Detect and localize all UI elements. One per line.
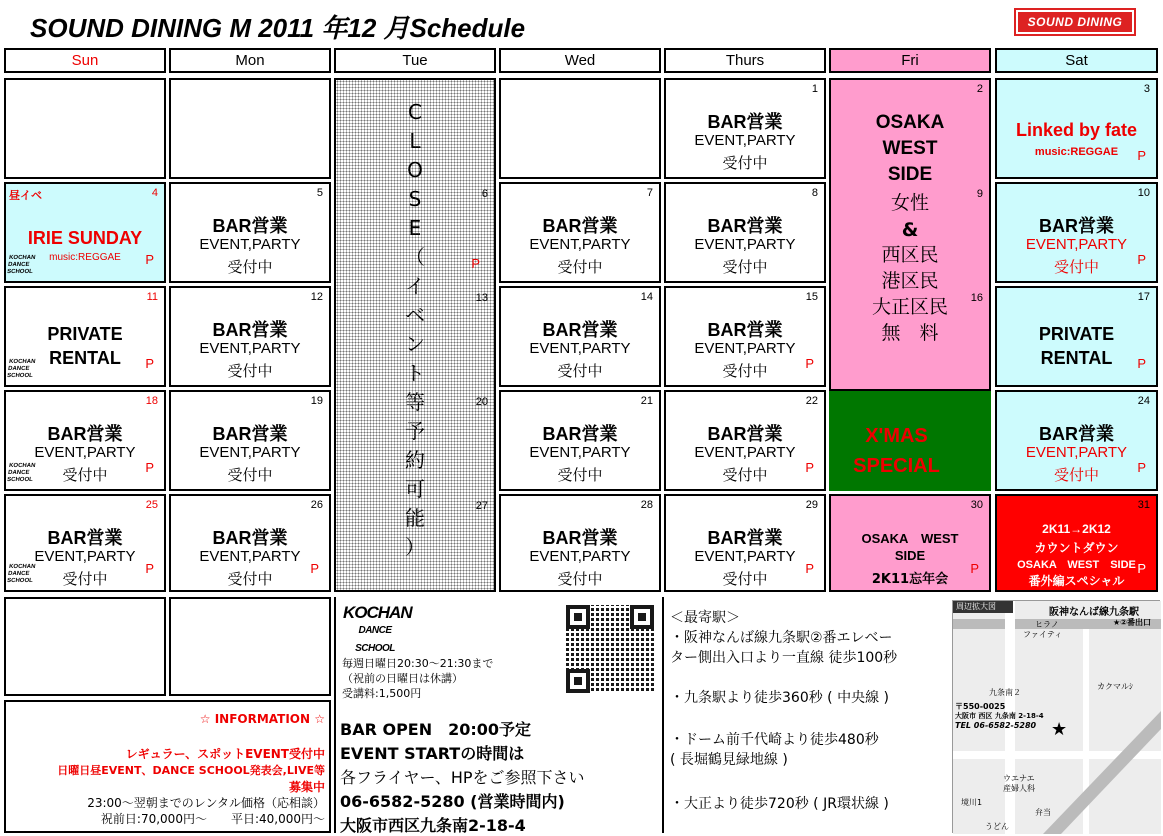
header-mon: Mon (169, 48, 331, 73)
day-number: 4 (151, 187, 158, 199)
cell-empty-wed-1 (499, 78, 661, 179)
map-exit-label: ★②番出口 (1113, 618, 1151, 627)
event-label: EVENT,PARTY (529, 548, 631, 565)
event-label: EVENT,PARTY (199, 444, 301, 461)
map-store-2: ファイティ (1023, 630, 1063, 639)
cell-day-30 (829, 494, 991, 592)
day-number: 17 (1137, 291, 1150, 303)
rental-label: RENTAL (1040, 348, 1113, 368)
kochan-dance-school-logo: KOCHAN DANCE SCHOOL (343, 603, 412, 654)
friday-osaka-west-side (829, 78, 991, 391)
p-mark: P (1137, 252, 1146, 267)
event-label: EVENT,PARTY (694, 548, 796, 565)
reception-label: 受付中 (227, 466, 273, 484)
day-number: 18 (145, 395, 158, 407)
p-mark: P (310, 561, 319, 576)
osaka-west-label: OSAKA WEST (861, 531, 959, 546)
access-line-1: ・阪神なんば線九条駅②番エレベー (670, 630, 893, 646)
header-thu: Thurs (664, 48, 826, 73)
bar-label: BAR営業 (542, 320, 618, 340)
bar-open-line: BAR OPEN 20:00予定 (340, 720, 532, 739)
close-vertical-text: C L O S E （ イ ベ ン ト 等 予 約 可 能 ） (405, 100, 425, 559)
xmas-green-extension (964, 391, 991, 491)
cell-empty-mon-1 (169, 78, 331, 179)
music-genre: music:REGGAE (49, 252, 121, 263)
map-address-2: 大阪市 西区 九条南 2-18-4 (955, 712, 1044, 720)
music-genre: music:REGGAE (1034, 146, 1119, 158)
women-text: 女性 (890, 192, 929, 214)
event-label: EVENT,PARTY (694, 340, 796, 357)
event-label: EVENT,PARTY (199, 340, 301, 357)
reception-label: 受付中 (557, 258, 603, 276)
kochan-logo-small: KOCHAN DANCE SCHOOL (6, 564, 36, 584)
map-bento-label: 弁当 (1035, 808, 1051, 817)
cell-day-10 (995, 182, 1158, 283)
day-number: 5 (316, 187, 323, 199)
map-corner-label: 周辺拡大図 (956, 602, 996, 611)
cell-day-26 (169, 494, 331, 592)
p-mark: P (1137, 460, 1146, 475)
reception-label: 受付中 (1053, 466, 1099, 484)
bar-label: BAR営業 (47, 528, 123, 548)
p-mark: P (970, 561, 979, 576)
osaka-text: OSAKA (875, 112, 945, 133)
reception-label: 受付中 (722, 570, 768, 588)
reception-label: 受付中 (722, 258, 768, 276)
map-kyujo-label: 九条南２ (989, 688, 1021, 697)
address-line: 大阪市西区九条南2-18-4 (340, 816, 526, 835)
reception-label: 受付中 (557, 570, 603, 588)
map-address-1: 〒550-0025 (955, 702, 1006, 711)
day-number: 30 (970, 499, 983, 511)
reception-label: 受付中 (557, 362, 603, 380)
area-map[interactable] (952, 600, 1160, 833)
xmas-label: X'MAS (865, 425, 928, 447)
day-number: 16 (970, 292, 983, 304)
bar-label: BAR営業 (212, 216, 288, 236)
info-line-5: 祝前日:70,000円～ 平日:40,000円～ (100, 812, 325, 826)
day-number: 6 (481, 188, 488, 200)
information-heading: ☆ INFORMATION ☆ (199, 712, 325, 726)
info-line-4: 23:00～翌朝までのレンタル価格（応相談） (87, 796, 325, 810)
header-fri: Fri (829, 48, 991, 73)
p-mark: P (805, 561, 814, 576)
p-mark: P (805, 460, 814, 475)
p-mark: P (145, 561, 154, 576)
reception-label: 受付中 (722, 466, 768, 484)
day-number: 25 (145, 499, 158, 511)
bar-label: BAR営業 (542, 528, 618, 548)
event-label: EVENT,PARTY (694, 132, 796, 149)
cell-day-19 (169, 390, 331, 491)
qr-code[interactable] (566, 605, 654, 693)
minatoku-text: 港区民 (881, 270, 939, 292)
day-number: 24 (1137, 395, 1150, 407)
bar-label: BAR営業 (707, 216, 783, 236)
cell-day-11 (4, 286, 166, 387)
bar-label: BAR営業 (1039, 424, 1114, 444)
cell-day-12 (169, 286, 331, 387)
p-mark: P (145, 460, 154, 475)
reception-label: 受付中 (722, 362, 768, 380)
bar-label: BAR営業 (707, 320, 783, 340)
access-line-3: ・九条駅より徒歩360秒 ( 中央線 ) (670, 690, 889, 706)
access-line-5: ( 長堀鶴見緑地線 ) (670, 752, 788, 768)
school-and-bar-info (334, 597, 662, 833)
header-tue: Tue (334, 48, 496, 73)
day-number: 11 (146, 291, 158, 303)
event-label: EVENT,PARTY (529, 236, 631, 253)
cell-day-31 (995, 494, 1158, 592)
day-number: 12 (310, 291, 323, 303)
day-number: 3 (1143, 83, 1150, 95)
map-uena-label: ウエナエ (1003, 774, 1035, 783)
cell-day-25 (4, 494, 166, 592)
sound-dining-logo: SOUND DINING (1016, 10, 1134, 34)
day-number: 31 (1137, 499, 1150, 511)
kochan-logo-small: KOCHAN DANCE SCHOOL (6, 359, 36, 379)
bar-label: BAR営業 (47, 424, 123, 444)
day-number: 14 (640, 291, 653, 303)
reception-label: 受付中 (62, 466, 108, 484)
day-number: 21 (640, 395, 653, 407)
event-label: EVENT,PARTY (199, 236, 301, 253)
event-label: EVENT,PARTY (34, 548, 136, 565)
cell-empty-sun-1 (4, 78, 166, 179)
tuesday-close-column (334, 78, 496, 592)
cell-day-8 (664, 182, 826, 283)
event-start-line: EVENT STARTの時間は (340, 744, 525, 763)
bar-label: BAR営業 (212, 528, 288, 548)
p-mark: P (1137, 561, 1146, 576)
school-line-1: 毎週日曜日20:30～21:30まで (342, 657, 494, 670)
rental-label: RENTAL (49, 348, 121, 368)
cell-day-29 (664, 494, 826, 592)
day-number: 19 (310, 395, 323, 407)
p-mark: P (1137, 356, 1146, 371)
access-line-6: ・大正より徒歩720秒 ( JR環状線 ) (670, 796, 889, 812)
nishiku-text: 西区民 (881, 244, 939, 266)
p-mark: P (145, 252, 154, 267)
p-mark: P (1137, 148, 1146, 163)
reception-label: 受付中 (62, 570, 108, 588)
header-sun: Sun (4, 48, 166, 73)
access-line-2: ター側出入口より一直線 徒歩100秒 (670, 650, 898, 666)
day-number: 20 (475, 396, 488, 408)
event-label: EVENT,PARTY (1025, 236, 1128, 253)
day-number: 29 (805, 499, 818, 511)
cell-day-15 (664, 286, 826, 387)
ampersand-text: & (901, 219, 919, 241)
side-label: SIDE (894, 548, 926, 563)
countdown-year-label: 2K11→2K12 (1042, 522, 1111, 536)
day-number: 13 (475, 292, 488, 304)
map-star-icon: ★ (1051, 719, 1068, 740)
cell-day-5 (169, 182, 331, 283)
cell-day-18 (4, 390, 166, 491)
cell-day-24 (995, 390, 1158, 491)
p-mark: P (471, 256, 480, 271)
west-text: WEST (882, 138, 938, 159)
cell-day-1 (664, 78, 826, 179)
osaka-west-side-label: OSAKA WEST SIDE (1017, 559, 1136, 571)
bar-label: BAR営業 (542, 424, 618, 444)
map-kakumaru-label: カクマルｼ (1097, 682, 1133, 691)
cell-day-4 (4, 182, 166, 283)
info-line-3: 募集中 (288, 780, 325, 794)
map-sakai-label: 境川1 (961, 798, 983, 807)
p-mark: P (145, 356, 154, 371)
day-number: 9 (976, 188, 983, 200)
day-number: 8 (811, 187, 818, 199)
day-number: 1 (811, 83, 818, 95)
day-number: 22 (805, 395, 818, 407)
cell-empty-bottom-1 (4, 597, 166, 696)
map-station-label: 阪神なんば線九条駅 (1049, 607, 1139, 618)
p-mark: P (805, 356, 814, 371)
kochan-logo-small: KOCHAN DANCE SCHOOL (6, 255, 36, 275)
bar-label: BAR営業 (707, 424, 783, 444)
private-label: PRIVATE (47, 324, 123, 344)
phone-line: 06-6582-5280 (営業時間内) (340, 792, 565, 811)
reception-label: 受付中 (227, 570, 273, 588)
access-heading: ＜最寄駅＞ (670, 610, 740, 626)
event-linked-by-fate: Linked by fate (1015, 120, 1138, 140)
reception-label: 受付中 (722, 154, 768, 172)
header-wed: Wed (499, 48, 661, 73)
side-text: SIDE (887, 164, 933, 185)
cell-day-23-xmas (829, 391, 964, 491)
bar-label: BAR営業 (1039, 216, 1114, 236)
access-info (662, 597, 952, 833)
taishoku-text: 大正区民 (871, 296, 948, 318)
event-label: EVENT,PARTY (694, 444, 796, 461)
bar-label: BAR営業 (212, 320, 288, 340)
special-label: SPECIAL (853, 455, 940, 477)
day-number: 15 (805, 291, 818, 303)
map-sanfu-label: 産婦人科 (1003, 784, 1035, 793)
cell-day-22 (664, 390, 826, 491)
special-edition-label: 番外編スペシャル (1028, 574, 1125, 588)
hiru-event-label: 昼イベ (9, 189, 42, 202)
cell-day-7 (499, 182, 661, 283)
cell-day-3 (995, 78, 1158, 179)
bar-label: BAR営業 (542, 216, 618, 236)
day-number: 7 (646, 187, 653, 199)
cell-day-28 (499, 494, 661, 592)
bar-label: BAR営業 (212, 424, 288, 444)
event-label: EVENT,PARTY (1025, 444, 1128, 461)
school-line-2: （祝前の日曜日は休講） (342, 672, 463, 685)
map-store-1: ヒラノ (1035, 620, 1059, 629)
bar-label: BAR営業 (707, 528, 783, 548)
event-irie-sunday: IRIE SUNDAY (27, 228, 143, 248)
event-label: EVENT,PARTY (199, 548, 301, 565)
bonenkai-label: 2K11忘年会 (871, 572, 949, 587)
event-label: EVENT,PARTY (529, 340, 631, 357)
event-label: EVENT,PARTY (34, 444, 136, 461)
reception-label: 受付中 (1053, 258, 1099, 276)
cell-day-14 (499, 286, 661, 387)
info-line-1: レギュラー、スポットEVENT受付中 (125, 747, 325, 761)
map-address-3: TEL 06-6582-5280 (955, 721, 1037, 730)
day-number: 28 (640, 499, 653, 511)
event-label: EVENT,PARTY (529, 444, 631, 461)
access-line-4: ・ドーム前千代崎より徒歩480秒 (670, 732, 879, 748)
page-title: SOUND DINING M 2011 年12 月Schedule (30, 13, 526, 43)
school-line-3: 受講料:1,500円 (342, 687, 422, 700)
day-number: 10 (1137, 187, 1150, 199)
info-line-2: 日曜日昼EVENT、DANCE SCHOOL発表会,LIVE等 (57, 764, 325, 777)
countdown-label: カウントダウン (1034, 541, 1119, 555)
day-number: 2 (976, 83, 983, 95)
free-text: 無 料 (881, 322, 939, 344)
bar-label: BAR営業 (707, 112, 783, 132)
flyer-line: 各フライヤー、HPをご参照下さい (340, 768, 585, 787)
day-number: 27 (475, 500, 488, 512)
information-box (4, 700, 331, 833)
reception-label: 受付中 (557, 466, 603, 484)
cell-day-17 (995, 286, 1158, 387)
day-number: 26 (310, 499, 323, 511)
kochan-logo-small: KOCHAN DANCE SCHOOL (6, 463, 36, 483)
private-label: PRIVATE (1038, 324, 1115, 344)
cell-day-21 (499, 390, 661, 491)
header-sat: Sat (995, 48, 1158, 73)
map-udon-label: うどん (985, 822, 1009, 831)
cell-empty-bottom-2 (169, 597, 331, 696)
event-label: EVENT,PARTY (694, 236, 796, 253)
reception-label: 受付中 (227, 362, 273, 380)
reception-label: 受付中 (227, 258, 273, 276)
